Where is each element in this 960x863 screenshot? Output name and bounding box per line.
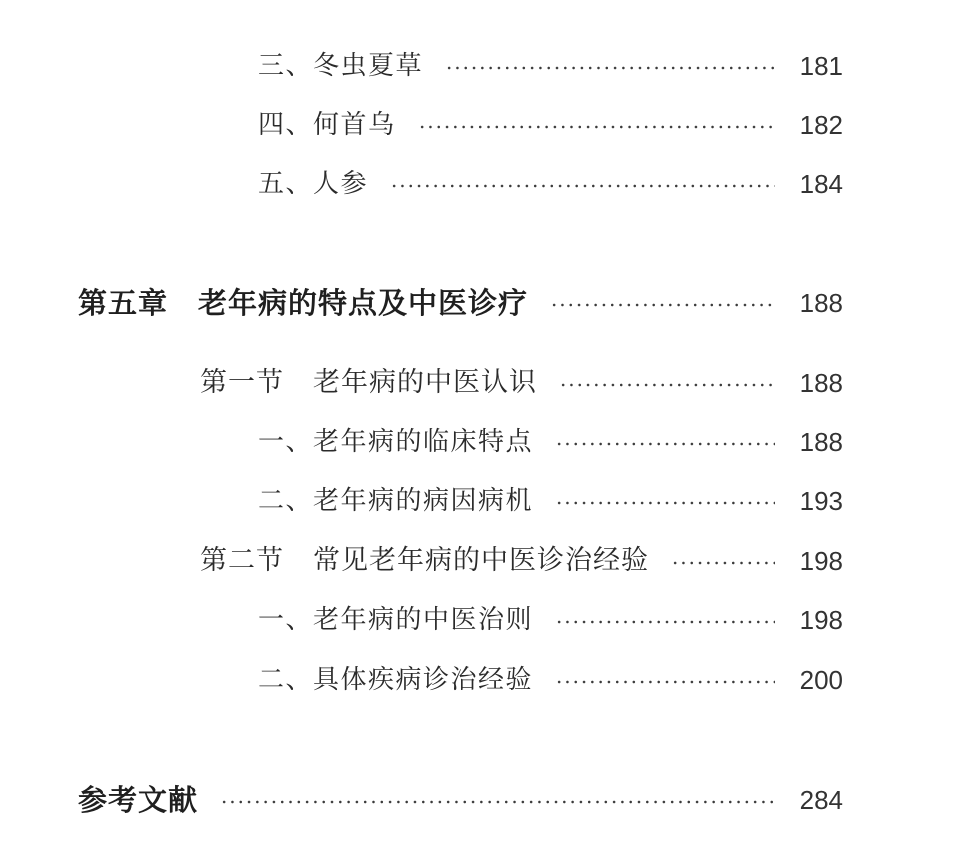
section-number: 第一节 bbox=[200, 367, 284, 398]
dot-leader bbox=[559, 382, 775, 388]
entry-title: 四、何首乌 bbox=[258, 110, 396, 140]
entry-title: 一、老年病的临床特点 bbox=[258, 427, 534, 457]
toc-entry bbox=[258, 46, 843, 86]
entry-title: 二、老年病的病因病机 bbox=[258, 486, 534, 516]
dot-leader bbox=[390, 183, 775, 189]
page-number: 193 bbox=[799, 486, 843, 516]
toc-chapter-entry bbox=[78, 283, 843, 323]
chapter-number: 第五章 bbox=[78, 286, 169, 320]
entry-title: 一、老年病的中医治则 bbox=[258, 605, 534, 635]
toc-entry bbox=[258, 422, 843, 462]
page-number: 184 bbox=[799, 169, 843, 199]
entry-title: 五、人参 bbox=[258, 169, 369, 199]
dot-leader bbox=[555, 500, 775, 506]
section-title: 常见老年病的中医诊治经验 bbox=[313, 545, 649, 576]
dot-leader bbox=[671, 560, 775, 566]
chapter-title: 老年病的特点及中医诊疗 bbox=[198, 286, 529, 320]
section-number: 第二节 bbox=[200, 545, 284, 576]
toc-section-entry bbox=[200, 363, 843, 403]
dot-leader bbox=[445, 65, 775, 71]
toc-entry bbox=[258, 600, 843, 640]
entry-title: 二、具体疾病诊治经验 bbox=[258, 665, 534, 695]
toc-entry bbox=[258, 105, 843, 145]
page-number: 182 bbox=[799, 110, 843, 140]
dot-leader bbox=[555, 619, 775, 625]
dot-leader bbox=[555, 679, 775, 685]
section-title: 老年病的中医认识 bbox=[313, 367, 537, 398]
page-number: 284 bbox=[799, 785, 843, 815]
page-number: 200 bbox=[799, 665, 843, 695]
entry-title: 三、冬虫夏草 bbox=[258, 51, 424, 81]
page-number: 188 bbox=[799, 288, 843, 318]
toc-entry bbox=[258, 660, 843, 700]
toc-entry bbox=[258, 164, 843, 204]
page-number: 198 bbox=[799, 546, 843, 576]
page-number: 188 bbox=[799, 427, 843, 457]
references-title: 参考文献 bbox=[78, 783, 199, 817]
page-number: 181 bbox=[799, 51, 843, 81]
dot-leader bbox=[550, 302, 775, 308]
toc-references-entry bbox=[78, 780, 843, 820]
toc-section-entry bbox=[200, 541, 843, 581]
toc-entry bbox=[258, 481, 843, 521]
dot-leader bbox=[418, 124, 775, 130]
dot-leader bbox=[555, 441, 775, 447]
page-number: 188 bbox=[799, 368, 843, 398]
dot-leader bbox=[220, 799, 775, 805]
page-number: 198 bbox=[799, 605, 843, 635]
